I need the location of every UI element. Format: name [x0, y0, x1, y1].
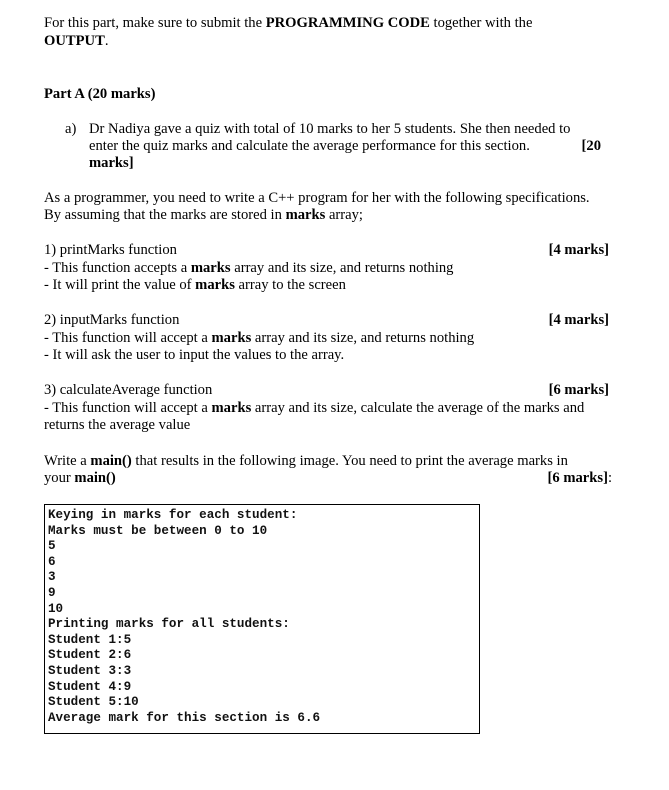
spec2-title: 2) inputMarks function — [44, 312, 180, 328]
spec3-bullet-1: - This function will accept a marks array and its size, calculate the average of the marks and — [44, 400, 585, 416]
console-line: 6 — [48, 554, 56, 569]
programmer-line-1: As a programmer, you need to write a C++ program for her with the following specifications. — [44, 190, 590, 206]
console-line: Student 2:6 — [48, 648, 132, 663]
spec3-marks: [6 marks] — [548, 382, 609, 398]
question-a-marks-open: [20 — [581, 138, 601, 154]
console-line: Student 5:10 — [48, 695, 139, 710]
main-spec-line-2: your main() — [44, 470, 116, 486]
console-output-box — [44, 504, 480, 734]
console-line: Student 1:5 — [48, 632, 132, 647]
spec1-marks: [4 marks] — [548, 242, 609, 258]
programmer-line-2: By assuming that the marks are stored in marks array; — [44, 207, 363, 223]
spec2-bullet-2: - It will ask the user to input the values to the array. — [44, 347, 345, 363]
spec1-title: 1) printMarks function — [44, 242, 177, 258]
intro-line-1: For this part, make sure to submit the PROGRAMMING CODE together with the — [44, 15, 533, 31]
console-line: Student 4:9 — [48, 679, 132, 694]
question-a-label: a) — [65, 121, 77, 137]
console-line: Student 3:3 — [48, 663, 132, 678]
console-line: 10 — [48, 601, 64, 616]
intro-line-2: OUTPUT. — [44, 33, 109, 49]
spec3-bullet-2: returns the average value — [44, 417, 191, 433]
spec2-marks: [4 marks] — [548, 312, 609, 328]
part-a-heading: Part A (20 marks) — [44, 86, 156, 102]
console-line: Marks must be between 0 to 10 — [48, 523, 268, 538]
main-spec-marks: [6 marks]: — [547, 470, 612, 486]
question-a-line-1: Dr Nadiya gave a quiz with total of 10 marks to her 5 students. She then needed to — [89, 121, 571, 137]
console-line: Keying in marks for each student: — [48, 508, 298, 522]
spec3-title: 3) calculateAverage function — [44, 382, 213, 398]
console-line: 3 — [48, 570, 56, 585]
spec1-bullet-1: - This function accepts a marks array and its size, and returns nothing — [44, 260, 454, 276]
spec1-bullet-2: - It will print the value of marks array to the screen — [44, 277, 346, 293]
console-line: 5 — [48, 539, 56, 554]
console-line: Printing marks for all students: — [48, 617, 290, 632]
question-a-line-2: enter the quiz marks and calculate the average performance for this section. — [89, 138, 530, 154]
question-a-marks-close: marks] — [89, 155, 134, 171]
spec2-bullet-1: - This function will accept a marks array and its size, and returns nothing — [44, 330, 475, 346]
main-spec-line-1: Write a main() that results in the following image. You need to print the average marks in — [44, 453, 568, 469]
console-line: Average mark for this section is 6.6 — [48, 710, 321, 725]
console-line: 9 — [48, 585, 56, 600]
